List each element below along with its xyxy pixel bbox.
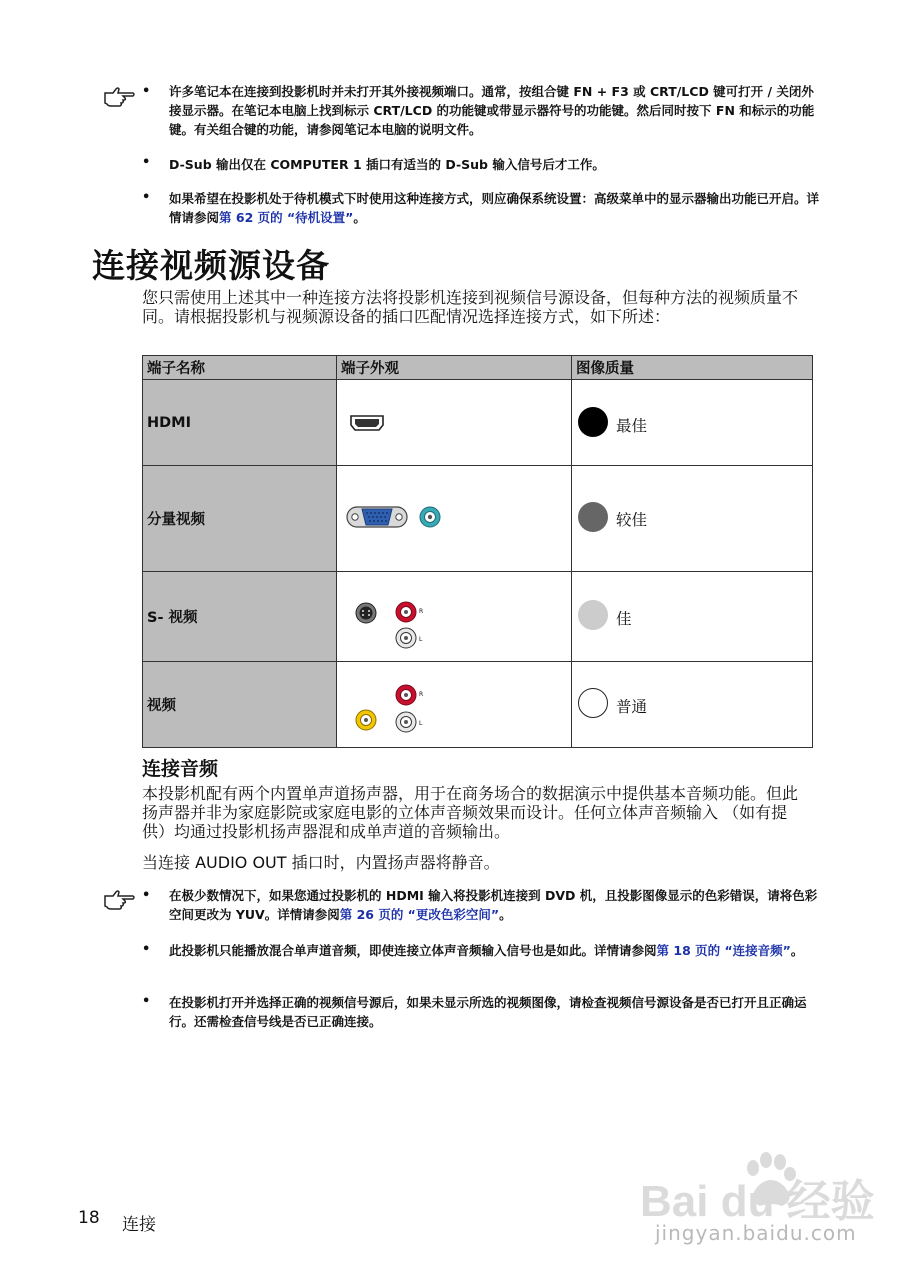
quality-label: 较佳: [616, 511, 648, 529]
audio-jack-right-icon: [395, 601, 417, 623]
bullet: •: [142, 84, 151, 99]
bullet: •: [142, 888, 151, 903]
quality-cell: [572, 572, 813, 662]
port-appearance: [337, 466, 572, 572]
section-title: 连接视频源设备: [92, 246, 330, 285]
quality-dot-good: [578, 600, 608, 630]
quality-dot-normal: [578, 688, 608, 718]
svideo-port-icon: [355, 602, 377, 624]
note-hdmi-color-space: 在极少数情况下，如果您通过投影机的 HDMI 输入将投影机连接到 DVD 机，且投影图像显示的色彩错误，请将色彩空间更改为 YUV。详情请参阅第 26 页的 “更改色彩空间”。: [169, 888, 818, 922]
video-jack-icon: [355, 709, 377, 731]
audio-paragraph-2: 当连接 AUDIO OUT 插口时，内置扬声器将静音。: [142, 853, 500, 872]
port-name: 分量视频: [143, 466, 337, 572]
header-port-name: 端子名称: [143, 356, 337, 380]
note-notebook-ports: 许多笔记本在连接到投影机时并未打开其外接视频端口。通常，按组合键 FN + F3 或 CRT/LCD 键可打开 / 关闭外接显示器。在笔记本电脑上找到标示 CRT/LCD 的功能键或带显示器符号的功能键。然后同时按下 FN 和标示的功能键。有关组合键的功能，请参阅笔记本电脑的说明文件。: [169, 84, 815, 137]
note-check-source: 在投影机打开并选择正确的视频信号源后，如果未显示所选的视频图像，请检查视频信号源设备是否已打开且正确运行。还需检查信号线是否已正确连接。: [169, 995, 807, 1029]
jack-label-right: R: [419, 691, 424, 698]
page-number: 18: [78, 1208, 100, 1228]
note-hand-icon: [103, 86, 137, 108]
component-jack-icon: [419, 506, 441, 528]
watermark-url: jingyan.baidu.com: [655, 1221, 857, 1245]
port-appearance: [337, 572, 572, 662]
port-name: 视频: [143, 662, 337, 748]
bullet: •: [142, 190, 151, 205]
section-intro: 您只需使用上述其中一种连接方法将投影机连接到视频信号源设备，但每种方法的视频质量不同。请根据投影机与视频源设备的插口匹配情况选择连接方式，如下所述：: [142, 288, 799, 326]
quality-label: 普通: [616, 698, 648, 716]
quality-dot-best: [578, 407, 608, 437]
link-connect-audio[interactable]: 第 18 页的 “连接音频”: [656, 943, 791, 958]
bullet: •: [142, 994, 151, 1009]
hdmi-port-icon: [350, 415, 384, 431]
header-image-quality: 图像质量: [572, 356, 813, 380]
audio-paragraph-1: 本投影机配有两个内置单声道扬声器，用于在商务场合的数据演示中提供基本音频功能。但此扬声器并非为家庭影院或家庭电影的立体声音频效果而设计。任何立体声音频输入 （如有提供）均通过投影机扬声器混和成单声道的音频输出。: [142, 784, 799, 841]
note-mono-audio: 此投影机只能播放混合单声道音频，即使连接立体声音频输入信号也是如此。详情请参阅第 18 页的 “连接音频”。: [169, 943, 804, 958]
note-hand-icon: [103, 889, 137, 911]
connection-table: [142, 355, 813, 748]
bullet: •: [142, 155, 151, 170]
vga-port-icon: [346, 504, 408, 530]
table-row: [143, 572, 813, 662]
table-row: [143, 380, 813, 466]
audio-jack-left-icon: [395, 711, 417, 733]
quality-cell: [572, 380, 813, 466]
table-row: [143, 662, 813, 748]
audio-title: 连接音频: [142, 758, 219, 780]
port-name: HDMI: [143, 380, 337, 466]
port-appearance: [337, 662, 572, 748]
quality-label: 最佳: [616, 417, 648, 435]
quality-cell: [572, 662, 813, 748]
note-dsub-output: D-Sub 输出仅在 COMPUTER 1 插口有适当的 D-Sub 输入信号后才工作。: [169, 157, 605, 172]
port-name: S- 视频: [143, 572, 337, 662]
header-port-appearance: 端子外观: [337, 356, 572, 380]
watermark-brand: Bai du 经验: [640, 1177, 875, 1226]
jack-label-left: L: [419, 720, 423, 727]
link-change-color-space[interactable]: 第 26 页的 “更改色彩空间”: [339, 907, 500, 922]
port-appearance: [337, 380, 572, 466]
audio-jack-right-icon: [395, 684, 417, 706]
jack-label-left: L: [419, 636, 423, 643]
quality-label: 佳: [616, 610, 632, 628]
audio-jack-left-icon: [395, 627, 417, 649]
footer-section-label: 连接: [122, 1215, 156, 1235]
link-standby-settings[interactable]: 第 62 页的 “待机设置”: [219, 210, 354, 225]
jack-label-right: R: [419, 608, 424, 615]
note-standby: 如果希望在投影机处于待机模式下时使用这种连接方式，则应确保系统设置：高级菜单中的显示器输出功能已开启。详情请参阅第 62 页的 “待机设置”。: [169, 191, 820, 225]
quality-dot-better: [578, 502, 608, 532]
bullet: •: [142, 942, 151, 957]
table-row: [143, 466, 813, 572]
quality-cell: [572, 466, 813, 572]
